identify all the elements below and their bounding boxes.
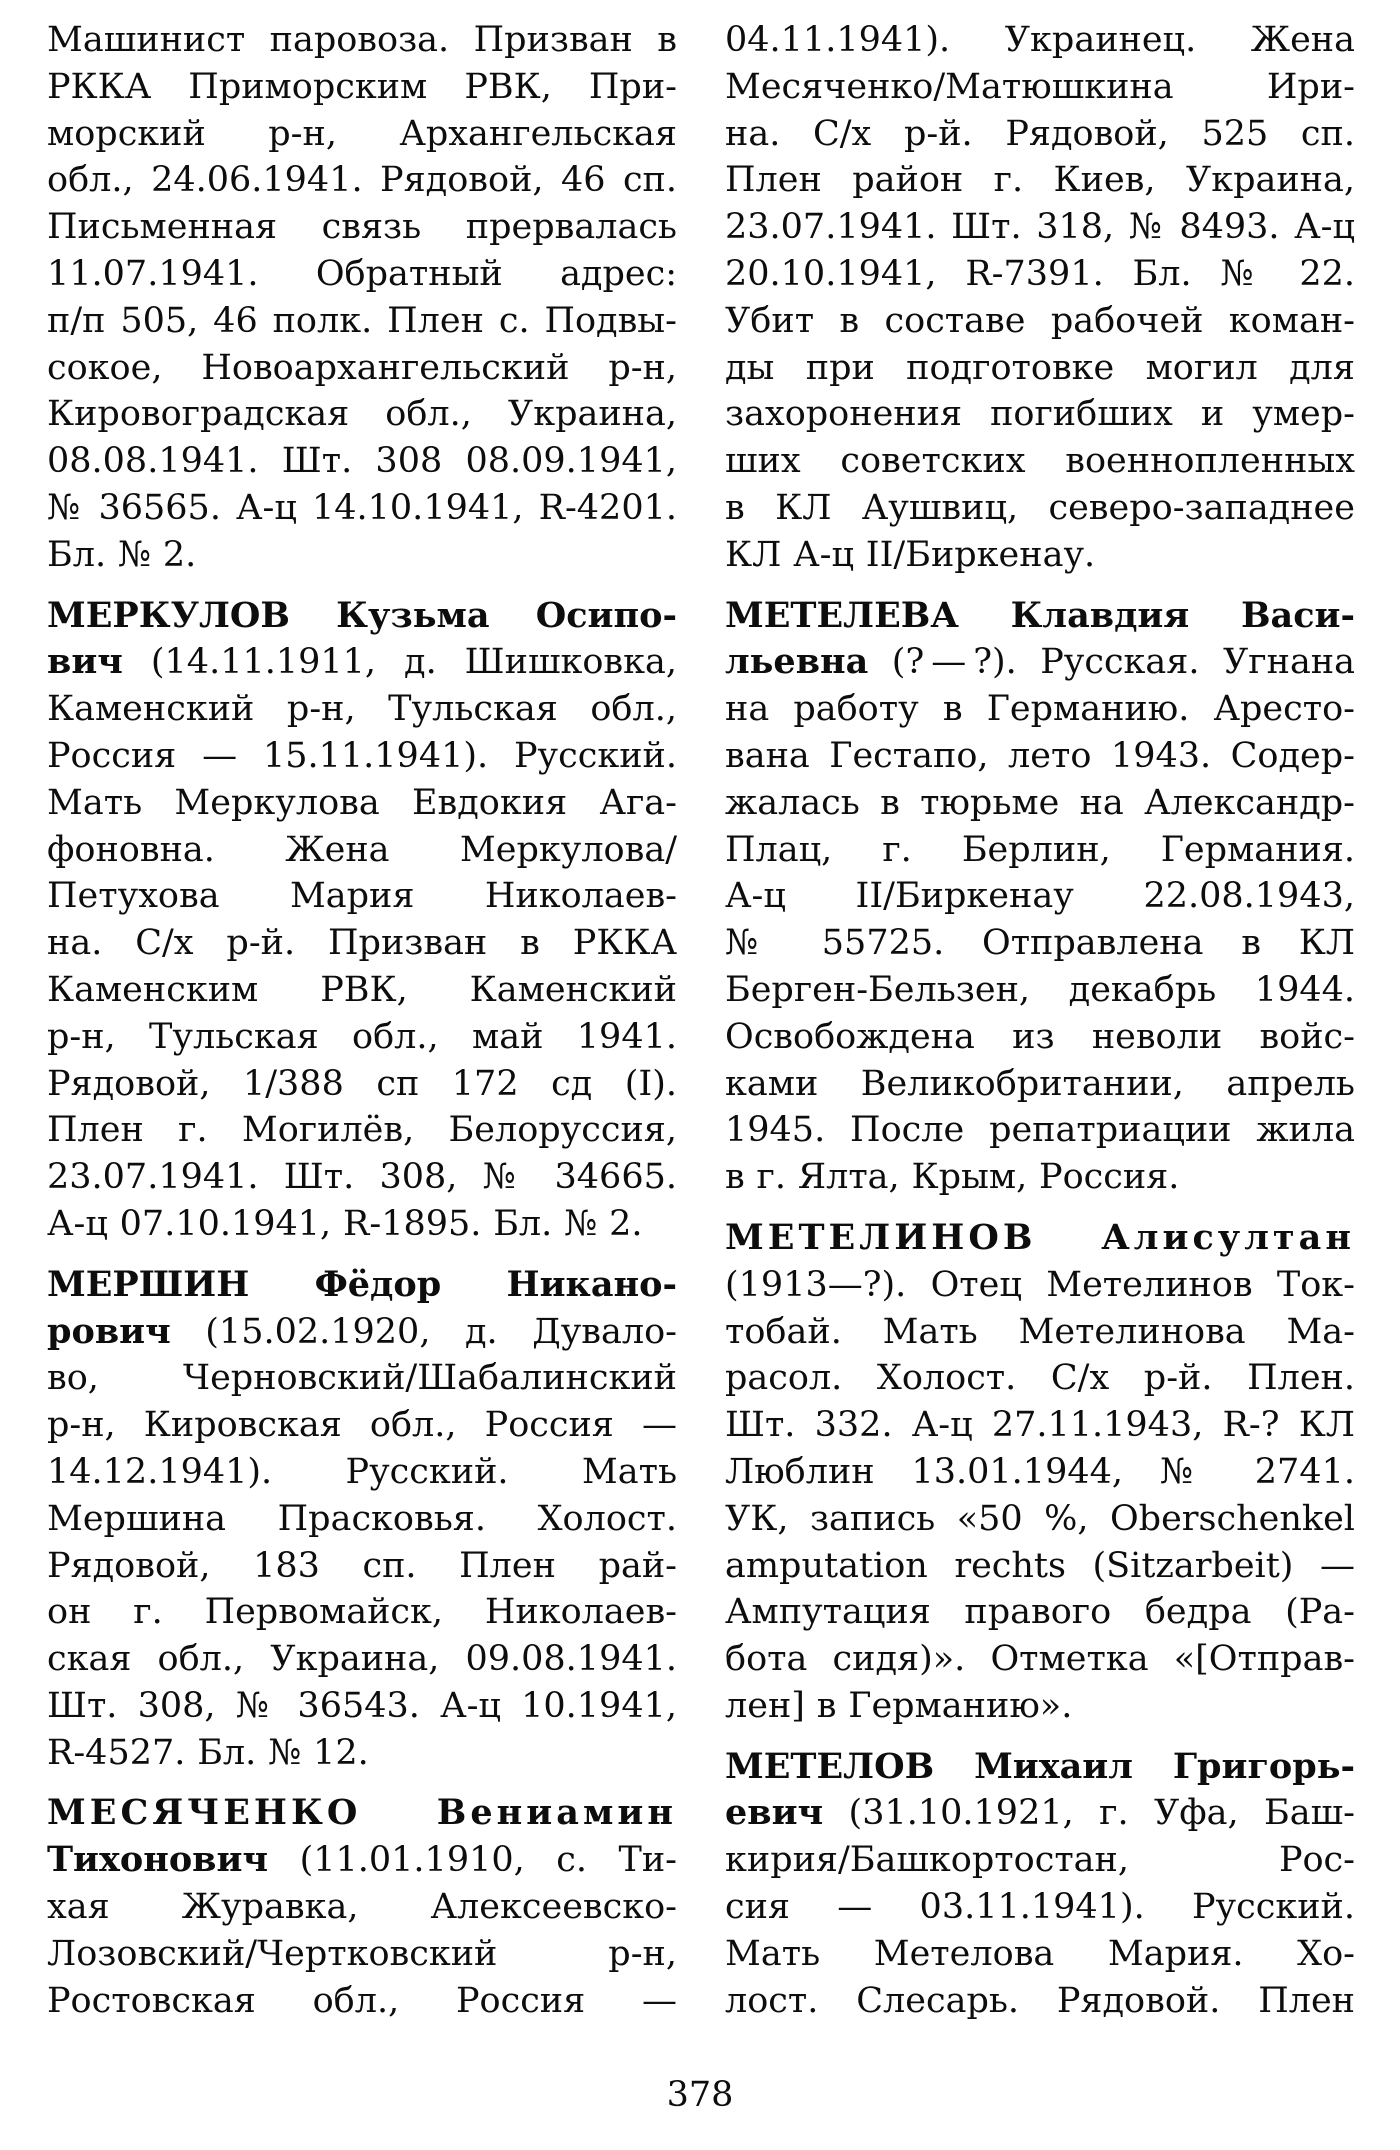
headword: Тихонович xyxy=(47,1839,269,1881)
entry xyxy=(725,593,1355,1201)
text-line: № 55725. Отправлена в КЛ xyxy=(725,923,1355,964)
text-line: Плен район г. Киев, Украина, xyxy=(725,160,1355,201)
entry xyxy=(725,1744,1355,2025)
text-line: Тихонович (11.01.1910, с. Ти- xyxy=(47,1839,677,1881)
text-line: Каменский р-н, Тульская обл., xyxy=(47,689,677,730)
text-line: Мать Метелова Мария. Хо- xyxy=(725,1933,1355,1974)
text-line: Плац, г. Берлин, Германия. xyxy=(725,829,1355,870)
text-line: 11.07.1941. Обратный адрес: xyxy=(47,253,677,294)
text-column-left xyxy=(47,17,677,2024)
text-line: R-4527. Бл. № 12. xyxy=(47,1732,369,1773)
text-line: Берген-Бельзен, декабрь 1944. xyxy=(725,969,1355,1010)
text-line: amputation rechts (Sitzarbeit) — xyxy=(725,1545,1355,1586)
text-line: А-ц 07.10.1941, R-1895. Бл. № 2. xyxy=(47,1203,643,1244)
text-line: Рядовой, 1/388 сп 172 сд (I). xyxy=(47,1063,677,1104)
text-line: бота сидя)». Отметка «[Отправ- xyxy=(725,1639,1355,1680)
text-line: ших советских военнопленных xyxy=(725,441,1355,482)
text-line: в г. Ялта, Крым, Россия. xyxy=(725,1157,1180,1198)
text-line: во, Черновский/Шабалинский xyxy=(47,1358,677,1399)
text-line: № 36565. А-ц 14.10.1941, R-4201. xyxy=(47,487,677,528)
text-line: жалась в тюрьме на Александр- xyxy=(725,782,1355,823)
text-line: р-н, Тульская обл., май 1941. xyxy=(47,1016,677,1057)
text-line: Рядовой, 183 сп. Плен рай- xyxy=(47,1545,677,1586)
text-line: УК, запись «50 %, Oberschenkel xyxy=(725,1498,1355,1539)
headword: МЕРШИН Фёдор Никано- xyxy=(47,1263,677,1305)
text-line: сия — 03.11.1941). Русский. xyxy=(725,1887,1355,1928)
text-line: хая Журавка, Алексеевско- xyxy=(47,1887,677,1928)
text-line: обл., 24.06.1941. Рядовой, 46 сп. xyxy=(47,160,677,201)
text-line: КЛ А-ц II/Биркенау. xyxy=(725,534,1096,575)
entry xyxy=(725,17,1355,579)
text-line: на работу в Германию. Аресто- xyxy=(725,689,1355,730)
text-line xyxy=(725,1744,1355,1791)
text-line: Машинист паровоза. Призван в xyxy=(47,20,677,60)
headword: МЕТЕЛЕВА Клавдия Васи- xyxy=(725,594,1355,636)
text-line: Россия — 15.11.1941). Русский. xyxy=(47,735,677,776)
text-line: Ампутация правого бедра (Ра- xyxy=(725,1592,1355,1633)
text-line: кирия/Башкортостан, Рос- xyxy=(725,1840,1355,1881)
text-line: 20.10.1941, R-7391. Бл. № 22. xyxy=(725,253,1355,294)
text-line: вич (14.11.1911, д. Шишковка, xyxy=(47,641,677,683)
text-line: РККА Приморским РВК, При- xyxy=(47,66,677,107)
text-line: на. С/х р-й. Рядовой, 525 сп. xyxy=(725,113,1355,154)
text-line: 08.08.1941. Шт. 308 08.09.1941, xyxy=(47,441,677,482)
text-line xyxy=(725,1215,1355,1262)
text-line: 14.12.1941). Русский. Мать xyxy=(47,1451,677,1492)
text-column-right xyxy=(725,17,1355,2024)
text-line: п/п 505, 46 полк. Плен с. Подвы- xyxy=(47,300,677,341)
entry xyxy=(47,17,677,579)
text-line: Кировоградская обл., Украина, xyxy=(47,394,677,435)
text-line: вана Гестапо, лето 1943. Содер- xyxy=(725,735,1355,776)
entry xyxy=(47,593,677,1248)
headword: евич xyxy=(725,1792,824,1834)
text-line: захоронения погибших и умер- xyxy=(725,394,1355,435)
text-line xyxy=(47,1790,677,1837)
page-number: 378 xyxy=(666,2075,734,2115)
text-line: евич (31.10.1921, г. Уфа, Баш- xyxy=(725,1792,1355,1834)
text-line: сокое, Новоархангельский р-н, xyxy=(47,347,677,388)
text-line: Ростовская обл., Россия — xyxy=(47,1980,677,2021)
text-line: лост. Слесарь. Рядовой. Плен xyxy=(725,1980,1355,2021)
text-line: Убит в составе рабочей коман- xyxy=(725,300,1355,341)
text-line: 1945. После репатриации жила xyxy=(725,1110,1355,1151)
text-line: фоновна. Жена Меркулова/ xyxy=(47,829,677,870)
text-line: Шт. 332. А-ц 27.11.1943, R-? КЛ xyxy=(725,1405,1355,1446)
text-line: морский р-н, Архангельская xyxy=(47,113,677,154)
text-line: рович (15.02.1920, д. Дувало- xyxy=(47,1310,677,1352)
headword: МЕСЯЧЕНКО Вениамин xyxy=(47,1792,677,1834)
text-line: Письменная связь прервалась xyxy=(47,207,677,248)
text-line: 04.11.1941). Украинец. Жена xyxy=(725,20,1355,60)
text-line: Мать Меркулова Евдокия Ага- xyxy=(47,782,677,823)
headword: МЕТЕЛОВ Михаил Григорь- xyxy=(725,1745,1355,1787)
text-line: Бл. № 2. xyxy=(47,534,197,575)
text-line: он г. Первомайск, Николаев- xyxy=(47,1592,677,1633)
text-line: Каменским РВК, Каменский xyxy=(47,969,677,1010)
text-line: ками Великобритании, апрель xyxy=(725,1063,1355,1104)
entry xyxy=(725,1215,1355,1730)
text-line: Мершина Прасковья. Холост. xyxy=(47,1498,677,1539)
text-columns xyxy=(47,17,1355,2024)
text-line: А-ц II/Биркенау 22.08.1943, xyxy=(725,876,1355,917)
text-line: лен] в Германию». xyxy=(725,1685,1073,1726)
text-line xyxy=(725,593,1355,640)
text-line xyxy=(47,593,677,640)
text-line: 23.07.1941. Шт. 318, № 8493. А-ц xyxy=(725,207,1355,248)
entry xyxy=(47,1262,677,1777)
text-line: Месяченко/Матюшкина Ири- xyxy=(725,66,1355,107)
text-line xyxy=(47,1262,677,1309)
text-line: на. С/х р-й. Призван в РККА xyxy=(47,923,677,964)
text-line: Плен г. Могилёв, Белоруссия, xyxy=(47,1110,677,1151)
headword: вич xyxy=(47,641,123,683)
headword: МЕРКУЛОВ Кузьма Осипо- xyxy=(47,594,677,636)
headword: МЕТЕЛИНОВ Алисултан xyxy=(725,1216,1355,1258)
text-line: (1913—?). Отец Метелинов Ток- xyxy=(725,1264,1355,1305)
text-line: р-н, Кировская обл., Россия — xyxy=(47,1405,677,1446)
headword: льевна xyxy=(725,641,869,683)
text-line: льевна (? — ?). Русская. Угнана xyxy=(725,641,1355,683)
entry xyxy=(47,1790,677,2024)
text-line: Лозовский/Чертковский р-н, xyxy=(47,1933,677,1974)
text-line: ская обл., Украина, 09.08.1941. xyxy=(47,1639,677,1680)
text-line: 23.07.1941. Шт. 308, № 34665. xyxy=(47,1157,677,1198)
text-line: в КЛ Аушвиц, северо-западнее xyxy=(725,487,1355,528)
text-line: Петухова Мария Николаев- xyxy=(47,876,677,917)
text-line: расол. Холост. С/х р-й. Плен. xyxy=(725,1358,1355,1399)
text-line: ды при подготовке могил для xyxy=(725,347,1355,388)
headword: рович xyxy=(47,1310,171,1352)
text-line: Освобождена из неволи войс- xyxy=(725,1016,1355,1057)
text-line: тобай. Мать Метелинова Ма- xyxy=(725,1311,1355,1352)
text-line: Люблин 13.01.1944, № 2741. xyxy=(725,1451,1355,1492)
text-line: Шт. 308, № 36543. А-ц 10.1941, xyxy=(47,1685,677,1726)
